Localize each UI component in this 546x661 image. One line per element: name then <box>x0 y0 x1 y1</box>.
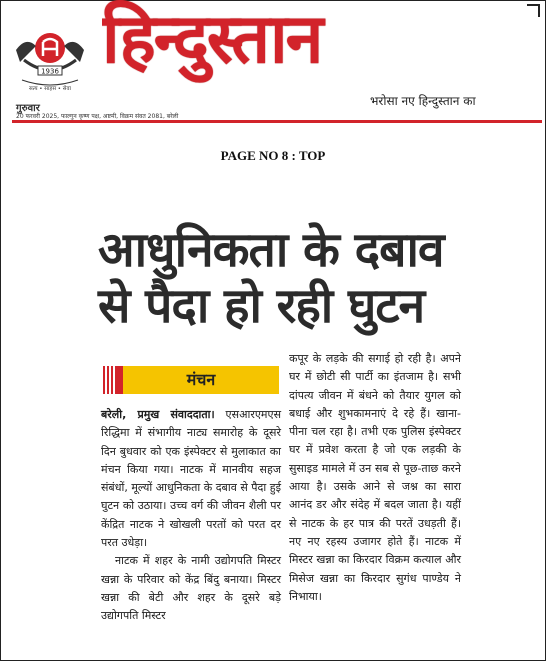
hindustan-emblem-icon <box>10 24 90 94</box>
tag-stripes-icon <box>103 366 113 394</box>
article-byline: बरेली, प्रमुख संवाददाता। <box>101 408 215 421</box>
headline-line-2: से पैदा हो रही घुटन <box>98 278 425 334</box>
article-paragraph-3: कपूर के लड़के की सगाई हो रही है। अपने घर में छोटी सी पार्टी का इंतजाम है। सभी दांपत्य जीवन में बंधने को तैयार युगल को बधाई और शुभकामनाएं दे रहे हैं। खाना-पीना चल रहा है। तभी एक पुलिस इंस्पेक्टर घर में प्रवेश करता है जो एक लड़की के सुसाइड मामले में उन सब से पूछ-ताछ करने आया है। उसके आने से जश्न का सारा आनंद डर और संदेह में बदल जाता है। यहीं से नाटक के हर पात्र की परतें उधड़ती हैं। नए नए रहस्य उजागर होते हैं। नाटक में मिस्टर खन्ना का किरदार विक्रम कत्याल और मिसेज खन्ना का किरदार सुगंध पाण्डेय ने निभाया। <box>289 352 461 603</box>
emblem-motto: सत्य • साहस • सेवा <box>29 86 71 92</box>
article-column-left <box>101 406 281 626</box>
newspaper-tagline: भरोसा नए हिन्दुस्तान का <box>370 94 476 108</box>
paragraph-1-text: एसआरएमएस रिद्धिमा में संभागीय नाट्य समारोह के दूसरे दिन बुधवार को एक इंस्पेक्टर से मुलाकात का मंचन किया गया। नाटक में मानवीय सहज संबंधों, मूल्यों आधुनिकता के दबाव से पैदा हुई घुटन को उठाया। उच्च वर्ग की जीवन शैली पर केंद्रित नाटक ने खोखली परतों को परत दर परत उधेड़ा। <box>101 408 281 550</box>
issue-weekday: गुरुवार <box>16 103 40 114</box>
article-paragraph-2: नाटक में शहर के नामी उद्योगपति मिस्टर खन्ना के परिवार को केंद्र बिंदु बनाया। मिस्टर खन्ना की बेटी और शहर के दूसरे बड़े उद्योगपति मिस्टर <box>101 554 281 623</box>
page-number-label: PAGE NO 8 : TOP <box>220 148 326 163</box>
article-paragraph-1 <box>101 406 281 552</box>
masthead-rule <box>12 120 542 123</box>
article-headline <box>98 222 538 334</box>
section-tag-label: मंचन <box>115 366 279 394</box>
section-tag <box>103 366 279 394</box>
article-column-right <box>289 350 461 606</box>
newspaper-title: हिन्दुस्तान <box>102 0 322 79</box>
headline-line-1: आधुनिकता के दबाव <box>98 222 444 278</box>
emblem-year: 1936 <box>41 67 59 76</box>
issue-dateline: 20 फरवरी 2025, फाल्गुन कृष्ण पक्ष, अष्टमी, विक्रम संवत 2081, बरेली <box>16 113 179 120</box>
